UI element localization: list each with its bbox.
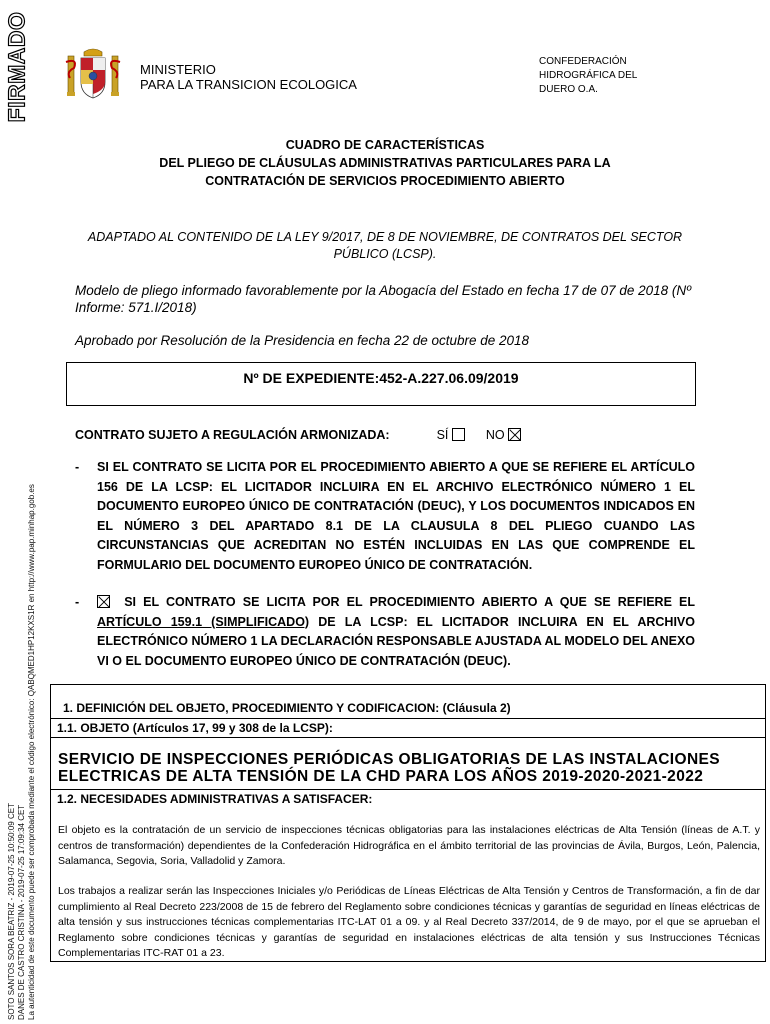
simplificado-checkbox[interactable] <box>97 595 110 608</box>
document-title <box>90 136 680 190</box>
firmado-text: FIRMADO <box>3 11 30 123</box>
bullet-2-article: ARTÍCULO 159.1 (SIMPLIFICADO) <box>97 614 310 629</box>
signature-sidebar <box>0 430 44 1020</box>
verification-line: La autenticidad de este documento puede ser comprobada mediante el código electrónico: QABQMED1HP12KXS1R en http://www.pap.minhap.gob.es <box>27 484 36 1020</box>
expediente-box <box>66 362 696 406</box>
bullet-dash: - <box>75 460 80 474</box>
adaptado-note: ADAPTADO AL CONTENIDO DE LA LEY 9/2017, DE 8 DE NOVIEMBRE, DE CONTRATOS DEL SECTOR PÚBLICO (LCSP). <box>87 230 683 261</box>
title-line-3: CONTRATACIÓN DE SERVICIOS PROCEDIMIENTO ABIERTO <box>205 174 565 188</box>
objeto-heading: 1.1. OBJETO (Artículos 17, 99 y 308 de la LCSP): <box>57 721 333 735</box>
divider <box>51 789 765 790</box>
bullet-2-post: DE LA LCSP: EL LICITADOR INCLUIRA EN EL ARCHIVO ELECTRÓNICO NÚMERO 1 LA DECLARACIÓN RESPONSABLE AJUSTADA AL MODELO DEL ANEXO VI O EL DOCUMENTO EUROPEO ÚNICO DE CONTRATACIÓN (DEUC). <box>97 614 695 668</box>
confed-line-3: DUERO O.A. <box>539 84 598 95</box>
ministry-line-2: PARA LA TRANSICION ECOLOGICA <box>140 77 357 92</box>
bullet-procedimiento-abierto <box>75 458 695 575</box>
confed-line-1: CONFEDERACIÓN <box>539 56 627 67</box>
aprobado-note: Aprobado por Resolución de la Presidencia en fecha 22 de octubre de 2018 <box>75 333 530 348</box>
divider <box>51 737 765 738</box>
confederacion-name <box>539 55 637 97</box>
necesidades-paragraph-1: El objeto es la contratación de un servicio de inspecciones técnicas obligatorias para las instalaciones eléctricas de Alta Tensión (líneas de A.T. y centros de transformación) dependientes de la Confederación Hidrográfica en el ámbito territorial de las provincias de Ávila, Burgos, León, Palencia, Salamanca, Segovia, Soria, Valladolid y Zamora. <box>58 824 760 867</box>
no-checkbox[interactable] <box>508 428 521 441</box>
necesidades-heading: 1.2. NECESIDADES ADMINISTRATIVAS A SATISFACER: <box>57 792 373 806</box>
objeto-text: SERVICIO DE INSPECCIONES PERIÓDICAS OBLIGATORIAS DE LAS INSTALACIONES ELECTRICAS DE ALTA TENSIÓN DE LA CHD PARA LOS AÑOS 2019-2020-2021-2022 <box>58 751 721 785</box>
bullet-simplificado <box>75 593 695 671</box>
signature-line-1: SOTO SANTOS SORA BEATRIZ - 2019-07-25 10:50:09 CET <box>7 803 16 1020</box>
regulacion-armonizada-row <box>75 428 521 442</box>
necesidades-paragraph-2: Los trabajos a realizar serán las Inspecciones Iniciales y/o Periódicas de Líneas Eléctricas de Alta Tensión y Centros de Transformación, a fin de dar cumplimiento al Real Decreto 223/2008 de 15 de febrero del Reglamento sobre condiciones técnicas y garantías de seguridad en líneas eléctricas de alta tensión y sus instrucciones técnicas complementarias ITC-LAT 01 a 09. y al Real Decreto 337/2014, de 9 de mayo, por el que se aprueban el Reglamento sobre condiciones técnicas y garantías de seguridad en instalaciones eléctricas de alta tensión y sus Instrucciones Técnicas Complementarias ITC-RAT 01 a 23. <box>58 885 760 959</box>
bullet-2-pre: SI EL CONTRATO SE LICITA POR EL PROCEDIMIENTO ABIERTO A QUE SE REFIERE EL <box>124 595 695 609</box>
modelo-note: Modelo de pliego informado favorablemente por la Abogacía del Estado en fecha 17 de 07 de 2018 (Nº Informe: 571.I/2018) <box>75 283 692 315</box>
ministry-line-1: MINISTERIO <box>140 62 216 77</box>
ministry-name <box>140 62 357 92</box>
bullet-2-text <box>97 593 695 671</box>
section-1-box <box>50 684 766 962</box>
bullet-1-text: SI EL CONTRATO SE LICITA POR EL PROCEDIMIENTO ABIERTO A QUE SE REFIERE EL ARTÍCULO 156 DE LA LCSP: EL LICITADOR INCLUIRA EN EL ARCHIVO ELECTRÓNICO NÚMERO 1 EL DOCUMENTO EUROPEO ÚNICO DE CONTRATACIÓN (DEUC), Y LOS DOCUMENTOS INDICADOS EN EL NÚMERO 3 DEL APARTADO 8.1 DE LA CLAUSULA 8 DEL PLIEGO CUANDO LAS CIRCUNSTANCIAS QUE ACREDITAN NO ESTÉN INCLUIDAS EN LAS QUE COMPRENDE EL FORMULARIO DEL DOCUMENTO EUROPEO ÚNICO DE CONTRATACIÓN. <box>97 460 695 572</box>
title-line-2: DEL PLIEGO DE CLÁUSULAS ADMINISTRATIVAS PARTICULARES PARA LA <box>159 156 611 170</box>
expediente-number: Nº DE EXPEDIENTE:452-A.227.06.09/2019 <box>243 370 519 386</box>
signature-line-2: DANES DE CASTRO CRISTINA - 2019-07-25 17:09:34 CET <box>17 804 26 1020</box>
confed-line-2: HIDROGRÁFICA DEL <box>539 70 638 81</box>
bullet-dash: - <box>75 595 80 609</box>
no-label: NO <box>485 428 505 442</box>
si-label: SÍ <box>436 428 449 442</box>
armonizada-label: CONTRATO SUJETO A REGULACIÓN ARMONIZADA: <box>75 428 390 442</box>
coat-of-arms-icon <box>62 46 124 102</box>
divider <box>51 718 765 719</box>
firmado-stamp <box>2 12 32 122</box>
title-line-1: CUADRO DE CARACTERÍSTICAS <box>285 138 485 152</box>
section-1-heading: 1. DEFINICIÓN DEL OBJETO, PROCEDIMIENTO Y CODIFICACION: (Cláusula 2) <box>63 701 511 715</box>
si-checkbox[interactable] <box>452 428 465 441</box>
